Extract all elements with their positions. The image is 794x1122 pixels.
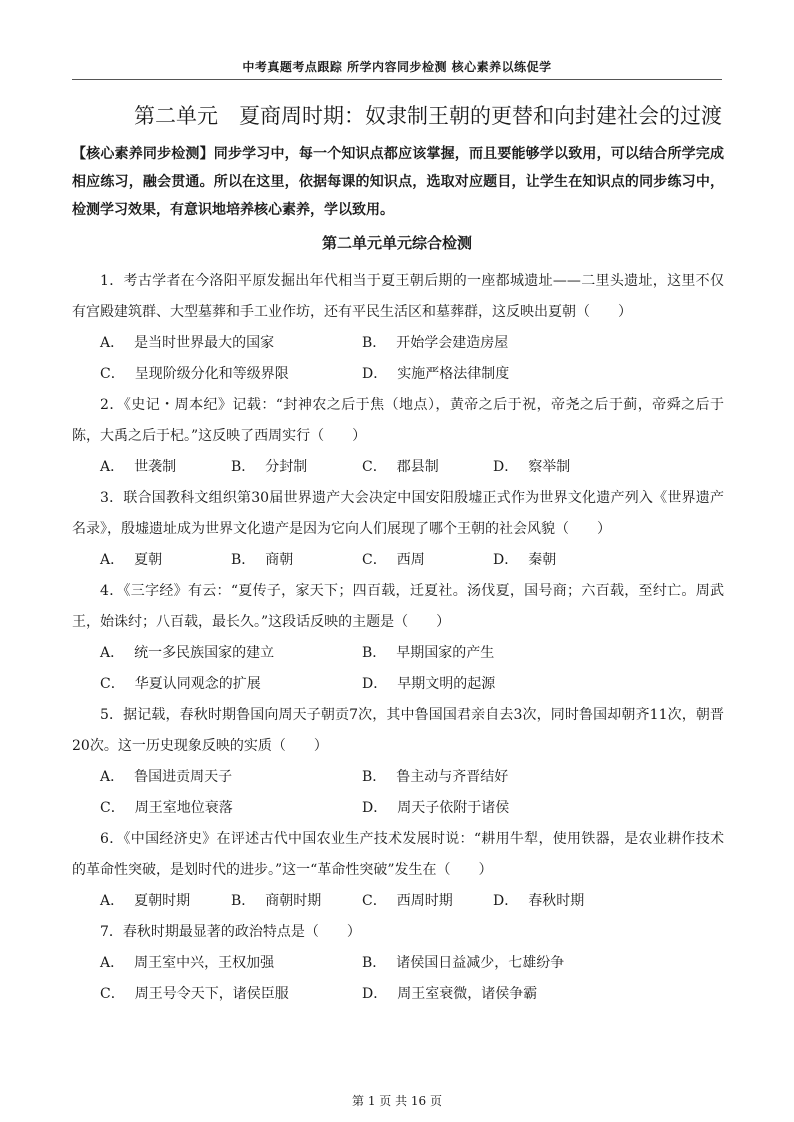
intro-paragraph: 【核心素养同步检测】同步学习中，每一个知识点都应该掌握，而且要能够学以致用，可以结合所学完成相应练习，融会贯通。所以在这里，依据每课的知识点，选取对应题目，让学生在知识点的同步练习中，检测学习效果，有意识地培养核心素养，学以致用。: [72, 146, 724, 218]
option-text: 商朝: [265, 552, 294, 568]
option-letter: C．: [100, 986, 125, 1002]
question-1: [72, 266, 724, 390]
question-stem: 6．《中国经济史》在评述古代中国农业生产技术发展时说：“耕用牛犁，使用铁器，是农业耕作技术的革命性突破，是划时代的进步。”这一“革命性突破”发生在（ ）: [72, 831, 724, 878]
option-letter: A．: [100, 955, 125, 971]
option-text: 华夏认同观念的扩展: [134, 676, 261, 692]
option-d: [362, 669, 624, 700]
option-letter: B．: [231, 552, 256, 568]
option-text: 察举制: [528, 459, 571, 475]
option-group: [72, 948, 724, 1010]
question-stem: 7．春秋时期最显著的政治特点是（ ）: [100, 924, 361, 940]
option-text: 世袭制: [134, 459, 177, 475]
option-d: [362, 359, 624, 390]
option-b: [362, 328, 624, 359]
option-text: 夏朝时期: [134, 893, 191, 909]
option-letter: C．: [362, 893, 387, 909]
option-letter: C．: [100, 800, 125, 816]
option-letter: C．: [362, 552, 387, 568]
option-text: 周天子依附于诸侯: [397, 800, 510, 816]
option-b: [362, 948, 624, 979]
option-text: 周王室地位衰落: [134, 800, 233, 816]
option-letter: A．: [100, 552, 125, 568]
option-text: 商朝时期: [265, 893, 322, 909]
option-c: [362, 886, 493, 917]
question-3: [72, 483, 724, 576]
option-group: [72, 762, 724, 824]
option-text: 鲁国进贡周天子: [134, 769, 233, 785]
option-c: [100, 979, 362, 1010]
option-letter: A．: [100, 893, 125, 909]
option-letter: D．: [362, 676, 388, 692]
option-a: [100, 948, 362, 979]
option-a: [100, 886, 231, 917]
option-group: [72, 638, 724, 700]
option-c: [100, 793, 362, 824]
option-text: 是当时世界最大的国家: [134, 335, 275, 351]
option-letter: D．: [362, 800, 388, 816]
question-5: [72, 700, 724, 824]
question-2: [72, 390, 724, 483]
option-letter: B．: [362, 955, 387, 971]
option-letter: A．: [100, 769, 125, 785]
option-b: [231, 452, 362, 483]
option-d: [493, 452, 624, 483]
option-text: 诸侯国日益减少，七雄纷争: [396, 955, 565, 971]
option-text: 分封制: [265, 459, 308, 475]
option-text: 周王室衰微，诸侯争霸: [397, 986, 538, 1002]
option-letter: A．: [100, 459, 125, 475]
option-text: 统一多民族国家的建立: [134, 645, 275, 661]
option-group: [72, 886, 724, 917]
option-b: [362, 762, 624, 793]
option-a: [100, 545, 231, 576]
option-letter: D．: [493, 459, 519, 475]
question-stem: 4．《三字经》有云：“夏传子，家天下；四百载，迁夏社。汤伐夏，国号商；六百载，至纣亡。周武王，始诛纣；八百载，最长久。”这段话反映的主题是（ ）: [72, 583, 724, 630]
option-b: [231, 886, 362, 917]
option-text: 西周时期: [396, 893, 453, 909]
question-7: [72, 917, 724, 1010]
option-d: [493, 886, 624, 917]
question-6: [72, 824, 724, 917]
option-a: [100, 328, 362, 359]
option-letter: D．: [362, 986, 388, 1002]
question-stem: 3．联合国教科文组织第30届世界遗产大会决定中国安阳殷墟正式作为世界文化遗产列入《世界遗产名录》，殷墟遗址成为世界文化遗产是因为它向人们展现了哪个王朝的社会风貌（ ）: [72, 490, 724, 537]
option-text: 早期文明的起源: [397, 676, 496, 692]
option-group: [72, 452, 724, 483]
option-letter: B．: [362, 769, 387, 785]
option-text: 周王室中兴，王权加强: [134, 955, 275, 971]
option-c: [362, 452, 493, 483]
option-letter: B．: [362, 335, 387, 351]
option-text: 实施严格法律制度: [397, 366, 510, 382]
option-text: 春秋时期: [528, 893, 585, 909]
option-group: [72, 545, 724, 576]
option-letter: A．: [100, 335, 125, 351]
option-b: [231, 545, 362, 576]
option-d: [362, 793, 624, 824]
page-number: 第 1 页 共 16 页: [352, 1094, 442, 1108]
option-b: [362, 638, 624, 669]
option-text: 呈现阶级分化和等级界限: [134, 366, 289, 382]
option-letter: D．: [362, 366, 388, 382]
option-group: [72, 328, 724, 390]
option-d: [493, 545, 624, 576]
option-c: [362, 545, 493, 576]
option-text: 鲁主动与齐晋结好: [396, 769, 509, 785]
option-letter: B．: [231, 893, 256, 909]
option-text: 秦朝: [528, 552, 557, 568]
option-letter: D．: [493, 893, 519, 909]
option-letter: B．: [231, 459, 256, 475]
option-a: [100, 638, 362, 669]
option-letter: A．: [100, 645, 125, 661]
option-letter: C．: [362, 459, 387, 475]
option-c: [100, 669, 362, 700]
option-a: [100, 452, 231, 483]
option-letter: D．: [493, 552, 519, 568]
question-stem: 2．《史记・周本纪》记载：“封神农之后于焦（地点），黄帝之后于祝，帝尧之后于蓟，帝舜之后于陈，大禹之后于杞。”这反映了西周实行（ ）: [72, 397, 724, 444]
option-text: 夏朝: [134, 552, 163, 568]
option-a: [100, 762, 362, 793]
page-header: 中考真题考点跟踪 所学内容同步检测 核心素养以练促学: [242, 60, 552, 74]
question-4: [72, 576, 724, 700]
option-letter: C．: [100, 676, 125, 692]
option-text: 早期国家的产生: [396, 645, 495, 661]
option-text: 郡县制: [396, 459, 439, 475]
section-title: 第二单元单元综合检测: [321, 234, 472, 252]
option-text: 周王号令天下，诸侯臣服: [134, 986, 289, 1002]
option-d: [362, 979, 624, 1010]
question-list: [72, 266, 724, 1010]
option-text: 开始学会建造房屋: [396, 335, 509, 351]
option-text: 西周: [396, 552, 425, 568]
unit-title: 第二单元 夏商周时期：奴隶制王朝的更替和向封建社会的过渡: [134, 104, 722, 128]
option-c: [100, 359, 362, 390]
header-divider: [72, 79, 722, 80]
option-letter: B．: [362, 645, 387, 661]
option-letter: C．: [100, 366, 125, 382]
question-stem: 1．考古学者在今洛阳平原发掘出年代相当于夏王朝后期的一座都城遗址——二里头遗址，这里不仅有宫殿建筑群、大型墓葬和手工业作坊，还有平民生活区和墓葬群，这反映出夏朝（ ）: [72, 273, 724, 320]
question-stem: 5．据记载，春秋时期鲁国向周天子朝贡7次，其中鲁国国君亲自去3次，同时鲁国却朝齐11次，朝晋20次。这一历史现象反映的实质（ ）: [72, 707, 724, 754]
